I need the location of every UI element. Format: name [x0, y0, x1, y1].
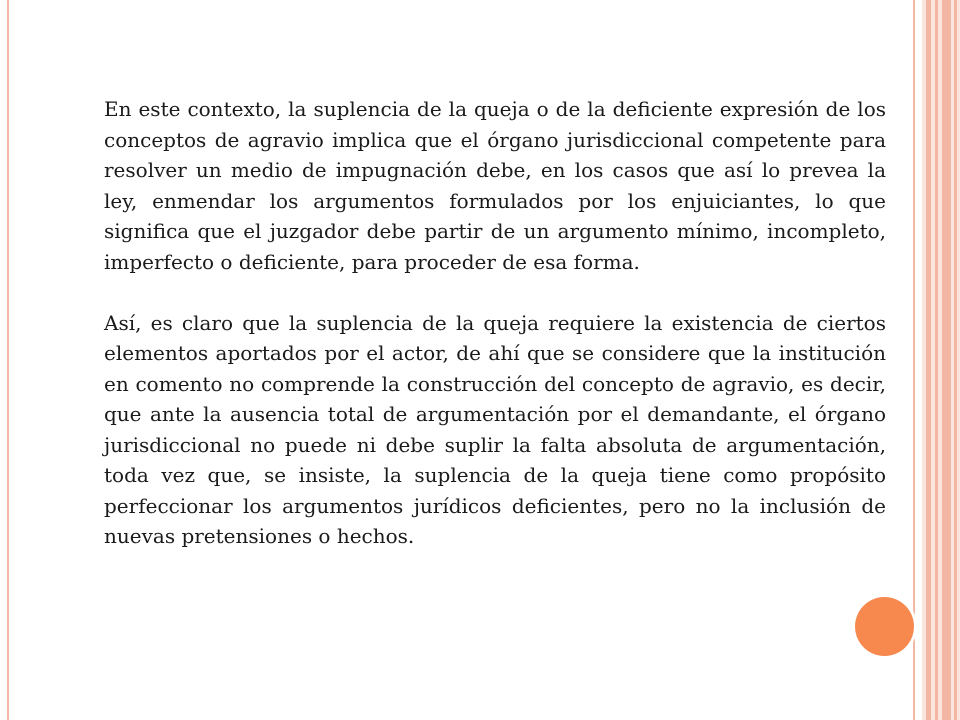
decorative-side-stripes	[922, 0, 960, 720]
stripe	[954, 0, 957, 720]
stripe	[942, 0, 951, 720]
body-paragraph-1: En este contexto, la suplencia de la queja o de la deficiente expresión de los conceptos de agravio implica que el órgano jurisdiccional competente para resolver un medio de impugnación debe, en los casos que así lo prevea la ley, enmendar los argumentos formulados por los enjuiciantes, lo que significa que el juzgador debe partir de un argumento mínimo, incompleto, imperfecto o deficiente, para proceder de esa forma.	[104, 97, 886, 274]
body-paragraph-2: Así, es claro que la suplencia de la queja requiere la existencia de ciertos elementos aportados por el actor, de ahí que se considere que la institución en comento no comprende la construcción del concepto de agravio, es decir, que ante la ausencia total de argumentación por el demandante, el órgano jurisdiccional no puede ni debe suplir la falta absoluta de argumentación, toda vez que, se insiste, la suplencia de la queja tiene como propósito perfeccionar los argumentos jurídicos deficientes, pero no la inclusión de nuevas pretensiones o hechos.	[104, 310, 886, 548]
stripe	[935, 0, 938, 720]
decorative-orange-circle	[855, 597, 914, 656]
stripe	[926, 0, 931, 720]
slide-body	[104, 94, 886, 552]
